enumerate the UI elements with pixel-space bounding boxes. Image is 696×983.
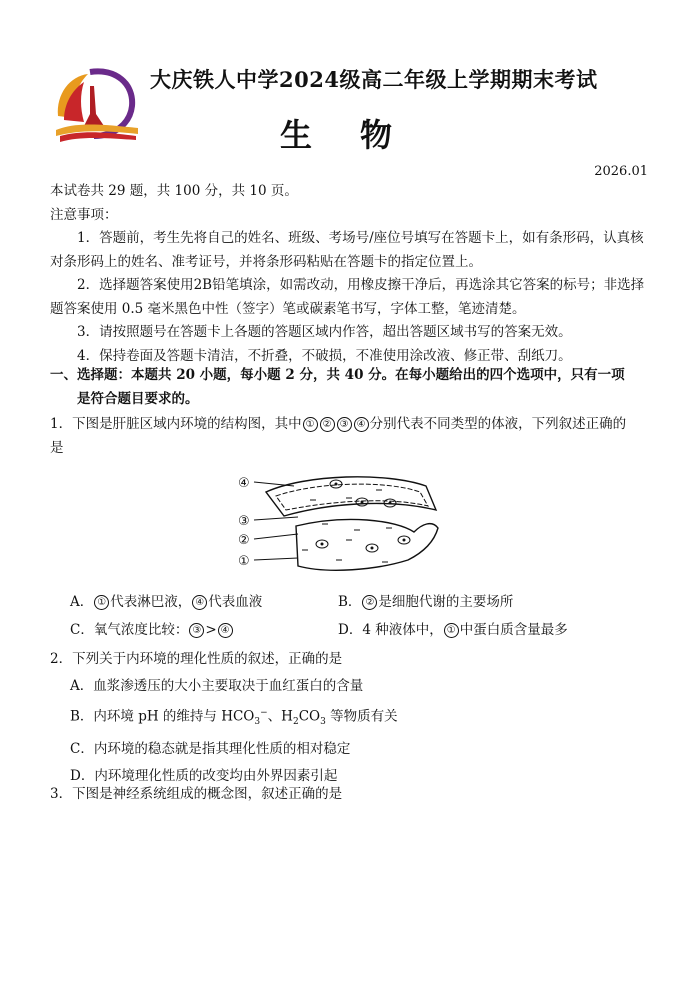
- q3-stem: 3．下图是神经系统组成的概念图，叙述正确的是: [50, 786, 343, 802]
- q1-stem-end: 分别代表不同类型的体液，下列叙述正确的: [369, 416, 627, 432]
- leader-1: [254, 558, 298, 560]
- option-letter: A．: [70, 594, 94, 610]
- mark-1: ①: [303, 417, 318, 432]
- option-text: 代表淋巴液，: [110, 594, 192, 610]
- option-mark: ①: [444, 623, 459, 638]
- question-1: [50, 413, 646, 460]
- q2-stem: 2．下列关于内环境的理化性质的叙述，正确的是: [50, 651, 343, 667]
- option-letter: B．: [338, 594, 362, 610]
- note-1: 1．答题前，考生先将自己的姓名、班级、考场号/座位号填写在答题卡上，如有条形码，认真核对条形码上的姓名、准考证号，并将条形码粘贴在答题卡的指定位置上。: [50, 230, 644, 270]
- diagram-label-2: ②: [238, 533, 250, 548]
- section-heading-line2: 是符合题目要求的。: [77, 390, 199, 407]
- subscript: 3: [254, 717, 261, 728]
- q1-option-d: [320, 619, 590, 643]
- blood-vessel-outer: [266, 477, 436, 516]
- option-mark: ④: [218, 623, 233, 638]
- subject-title: 生物: [279, 116, 440, 154]
- option-letter: D．: [338, 621, 363, 638]
- q1-option-a: [50, 591, 320, 615]
- question-3: [50, 783, 646, 807]
- diagram-label-1: ①: [238, 554, 250, 569]
- option-text: 4 种液体中，: [362, 621, 443, 638]
- option-mark: ②: [362, 595, 377, 610]
- option-text: CO: [298, 708, 321, 725]
- exam-date: 2026.01: [594, 164, 648, 179]
- q1-stem-tail: 是: [50, 439, 64, 456]
- q2-option-c: C．内环境的稳态就是指其理化性质的相对稳定: [70, 741, 351, 758]
- tissue-cell-boundary: [296, 519, 438, 570]
- superscript: −: [260, 708, 268, 718]
- option-text: >: [205, 621, 217, 638]
- q2-option-d: D．内环境理化性质的改变均由外界因素引起: [70, 768, 338, 785]
- mark-4: ④: [354, 417, 369, 432]
- option-text: 中蛋白质含量最多: [459, 621, 568, 638]
- option-text: 是细胞代谢的主要场所: [378, 594, 514, 610]
- note-2: 2．选择题答案使用2B铅笔填涂，如需改动，用橡皮擦干净后，再选涂其它答案的标号；非选择题答案使用 0.5 毫米黑色中性（签字）笔或碳素笔书写，字体工整，笔迹清楚。: [50, 277, 645, 317]
- leader-2: [254, 534, 298, 539]
- leader-3: [254, 517, 298, 520]
- q2-option-b: [50, 700, 646, 736]
- q1-stem-start: 1．下图是肝脏区域内环境的结构图，其中: [50, 416, 302, 432]
- exam-info: 本试卷共 29 题，共 100 分，共 10 页。: [50, 183, 298, 199]
- option-text: 、H: [267, 708, 293, 725]
- q2-option-a: A．血浆渗透压的大小主要取决于血红蛋白的含量: [70, 678, 364, 694]
- option-text: B．内环境 pH 的维持与 HCO: [70, 708, 255, 725]
- option-text: 代表血液: [208, 594, 263, 610]
- subscript: 3: [320, 717, 326, 728]
- question-1-options: [50, 591, 646, 642]
- q1-option-b: [320, 591, 590, 615]
- note-4: 4．保持卷面及答题卡清洁，不折叠，不破损，不准使用涂改液、修正带、刮纸刀。: [77, 347, 572, 364]
- option-text: 氧气浓度比较：: [93, 621, 189, 638]
- notice-title: 注意事项：: [50, 206, 118, 223]
- option-letter: C．: [70, 621, 94, 638]
- q1-option-c: [50, 619, 320, 643]
- q1-stem: [50, 413, 646, 437]
- option-text: 等物质有关: [325, 708, 398, 725]
- exam-title: 大庆铁人中学2024级高二年级上学期期末考试: [150, 67, 598, 92]
- mark-2: ②: [320, 417, 335, 432]
- option-mark: ④: [192, 595, 207, 610]
- diagram-label-3: ③: [238, 514, 250, 529]
- section-1-heading: [50, 364, 646, 411]
- q1-options-row-2: [50, 619, 646, 643]
- blood-vessel-wall: [276, 484, 428, 510]
- option-mark: ①: [94, 595, 109, 610]
- mark-3: ③: [337, 417, 352, 432]
- section-heading-line1: 一、选择题：本题共 20 小题，每小题 2 分，共 40 分。在每小题给出的四个选项中，只有一项: [50, 367, 625, 383]
- question-2: [50, 646, 646, 790]
- instructions: [50, 180, 646, 368]
- note-3: 3．请按照题号在答题卡上各题的答题区域内作答，超出答题区域书写的答案无效。: [77, 324, 572, 340]
- diagram-label-4: ④: [238, 476, 250, 491]
- option-mark: ③: [189, 623, 204, 638]
- liver-tissue-diagram: [236, 470, 446, 580]
- q1-options-row-1: [50, 591, 646, 615]
- subscript: 2: [292, 717, 299, 728]
